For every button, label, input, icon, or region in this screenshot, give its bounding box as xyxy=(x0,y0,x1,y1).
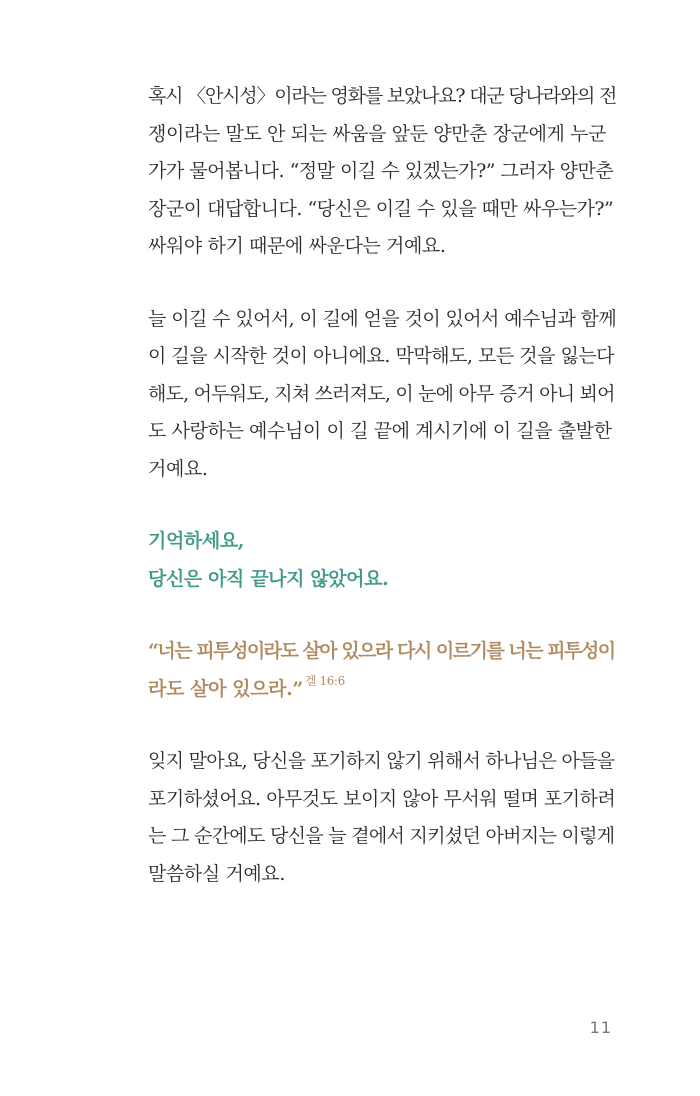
highlight-remember xyxy=(148,523,616,598)
text-line: 포기하셨어요. 아무것도 보이지 않아 무서워 떨며 포기하려 xyxy=(148,787,616,810)
text-line: 잊지 말아요, 당신을 포기하지 않기 위해서 하나님은 아들을 xyxy=(148,750,615,772)
paragraph-journey xyxy=(148,301,616,489)
page-number: 11 xyxy=(589,1018,612,1037)
quote-line: “너는 피투성이라도 살아 있으라 다시 이르기를 너는 피투성이 xyxy=(148,640,615,662)
paragraph-closing xyxy=(148,743,616,893)
quote-line-last xyxy=(148,671,616,709)
text-line: 늘 이길 수 있어서, 이 길에 얻을 것이 있어서 예수님과 함께 xyxy=(148,307,617,330)
highlight-line: 기억하세요, xyxy=(148,530,244,552)
scripture-quote xyxy=(148,633,616,708)
text-line: 는 그 순간에도 당신을 늘 곁에서 지키셨던 아버지는 이렇게 xyxy=(148,825,615,847)
text-line: 싸워야 하기 때문에 싸운다는 거예요. xyxy=(148,235,446,257)
text-line: 가가 물어봅니다. “정말 이길 수 있겠는가?” 그러자 양만춘 xyxy=(148,160,614,182)
paragraph-ansiseong xyxy=(148,78,616,266)
text-line: 말씀하실 거예요. xyxy=(148,862,285,885)
text-line: 거예요. xyxy=(148,457,208,480)
text-line: 도 사랑하는 예수님이 이 길 끝에 계시기에 이 길을 출발한 xyxy=(148,420,612,442)
text-line: 장군이 대답합니다. “당신은 이길 수 있을 때만 싸우는가?” xyxy=(148,197,614,220)
scripture-reference: 겔 16:6 xyxy=(304,673,345,688)
text-line: 쟁이라는 말도 안 되는 싸움을 앞둔 양만춘 장군에게 누군 xyxy=(148,122,607,145)
highlight-line: 당신은 아직 끝나지 않았어요. xyxy=(148,567,389,590)
text-line: 해도, 어두워도, 지쳐 쓰러져도, 이 눈에 아무 증거 아니 뵈어 xyxy=(148,382,615,405)
page-body xyxy=(148,78,616,893)
text-line: 혹시 〈안시성〉이라는 영화를 보았나요? 대군 당나라와의 전 xyxy=(148,85,617,107)
quote-line-text: 라도 살아 있으라.” xyxy=(148,677,303,700)
text-line: 이 길을 시작한 것이 아니에요. 막막해도, 모든 것을 잃는다 xyxy=(148,345,615,367)
